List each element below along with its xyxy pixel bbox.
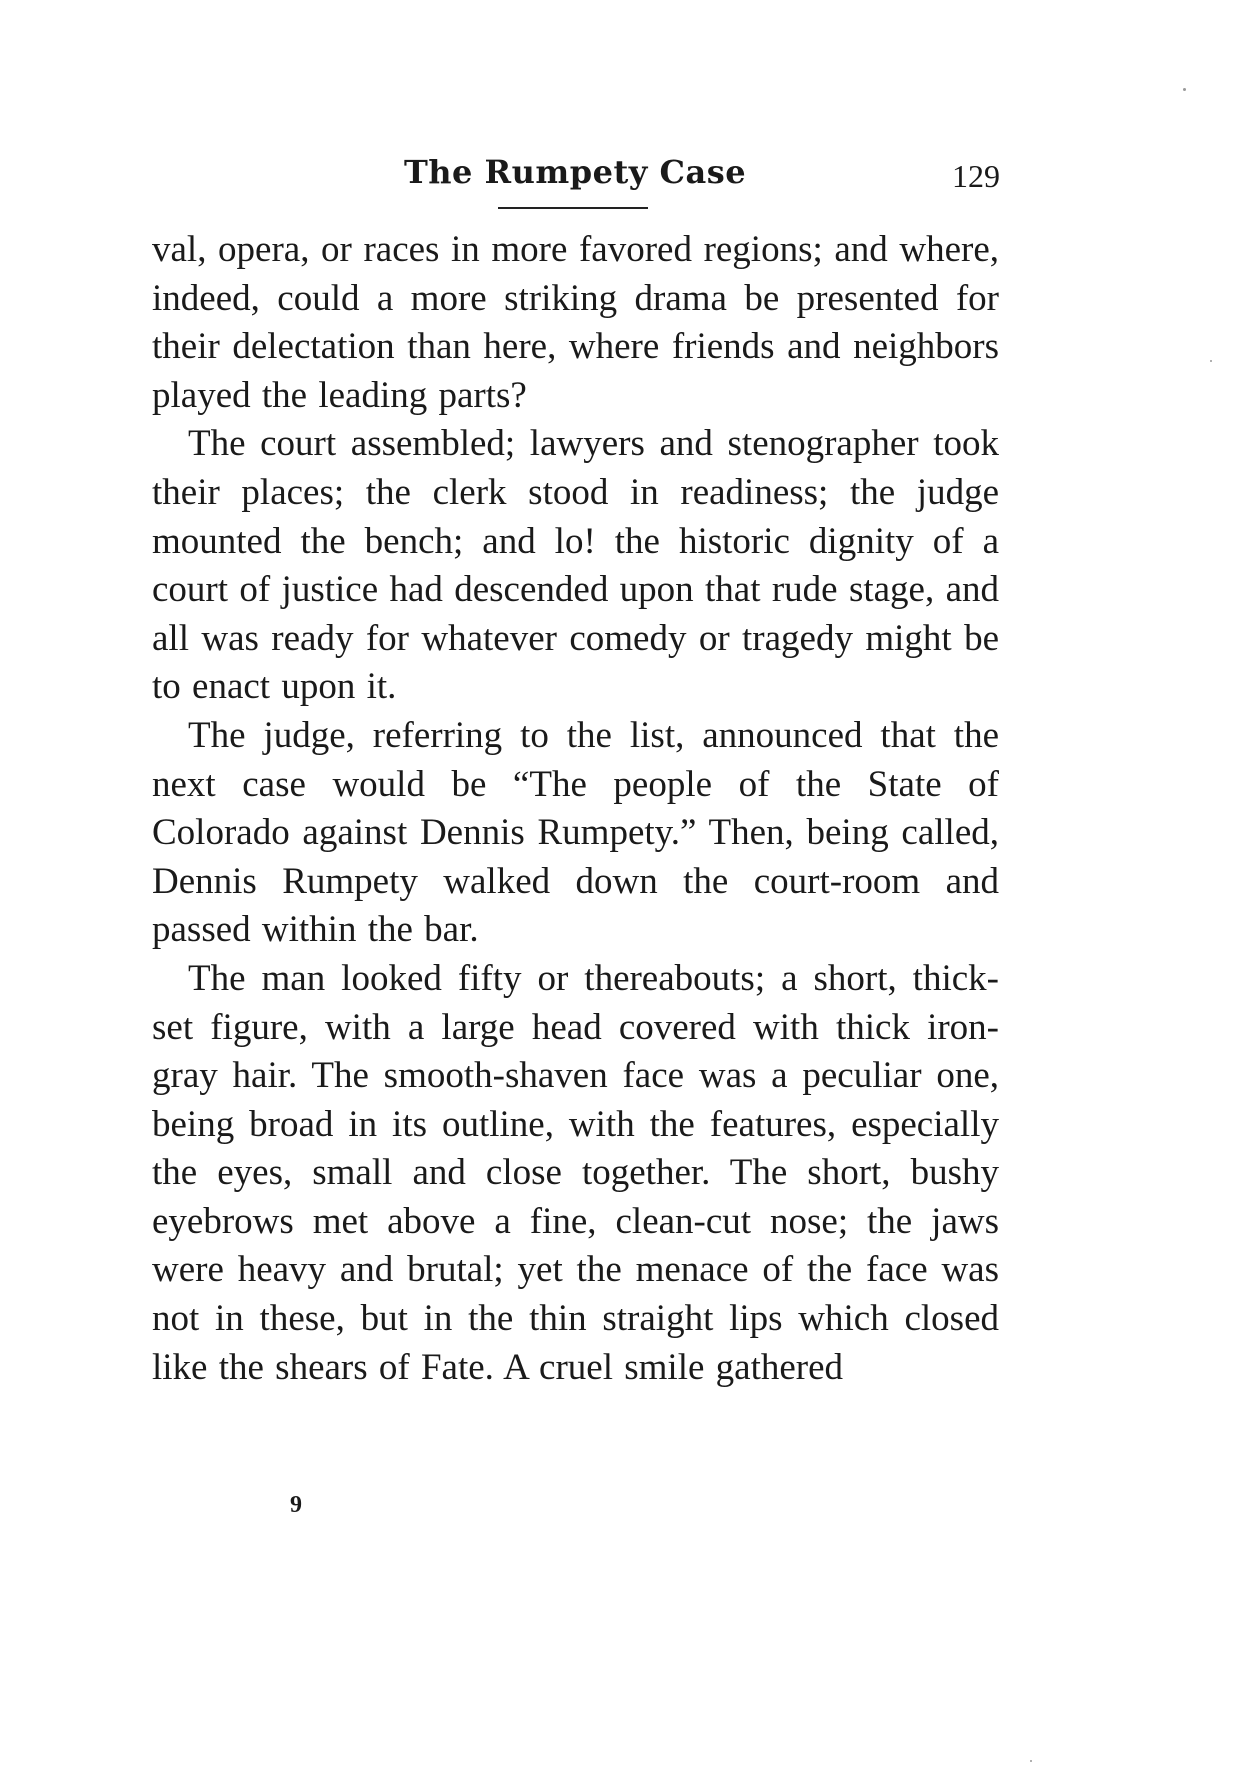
signature-mark: 9 [290, 1492, 302, 1518]
scan-speck [1210, 360, 1212, 362]
running-title: The Rumpety Case [403, 153, 747, 191]
header-rule [498, 207, 648, 209]
paragraph: val, opera, or races in more favored regions; and where, indeed, could a more striking drama be presented for their delectation than here, where friends and neighbors played the leading parts? [152, 229, 999, 416]
paragraph: The court assembled; lawyers and stenographer took their places; the clerk stood in readiness; the judge mounted the bench; and lo! the historic dignity of a court of justice had descended upon that rude stage, and all was ready for whatever comedy or tragedy might be to enact upon it. [152, 423, 999, 708]
paragraph: The judge, referring to the list, announced that the next case would be “The people of the State of Colorado against Dennis Rumpety.” Then, being called, Dennis Rumpety walked down the court-room and passed within the bar. [152, 714, 999, 951]
page-number: 129 [952, 158, 1000, 194]
scan-speck [1030, 1760, 1032, 1762]
running-head [150, 150, 1000, 194]
body-text [152, 226, 999, 1392]
paragraph: The man looked fifty or thereabouts; a short, thick-set figure, with a large head covered with thick iron-gray hair. The smooth-shaven face was a peculiar one, being broad in its outline, with the features, especially the eyes, small and close together. The short, bushy eyebrows met above a fine, clean-cut nose; the jaws were heavy and brutal; yet the menace of the face was not in these, but in the thin straight lips which closed like the shears of Fate. A cruel smile gathered [152, 957, 999, 1388]
scan-speck [1183, 88, 1186, 91]
